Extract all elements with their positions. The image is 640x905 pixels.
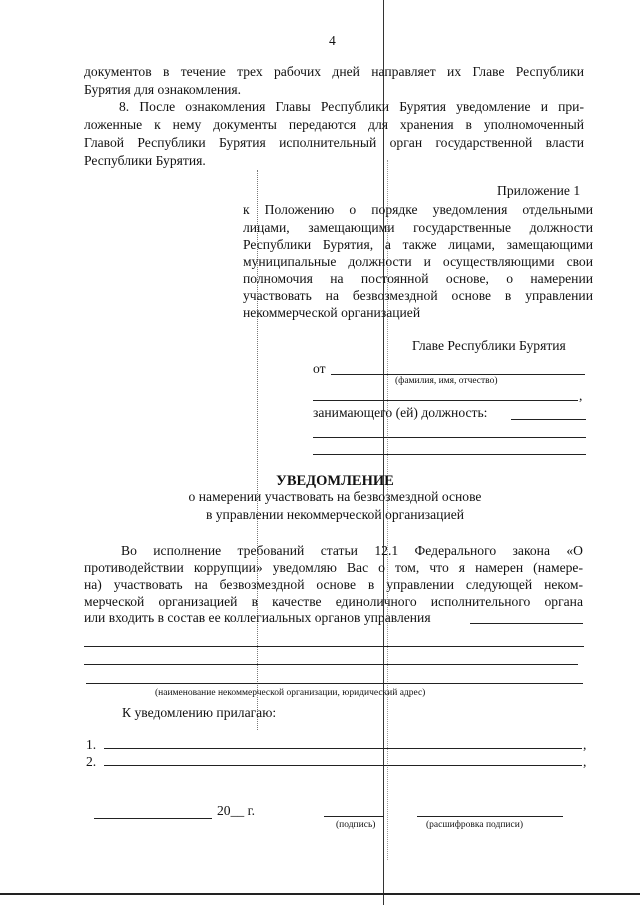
position-label: занимающего (ей) должность: <box>313 405 488 420</box>
body-line-5: или входить в состав ее коллегиальных органов управления <box>84 610 431 625</box>
paragraph-8-line-2: ложенные к нему документы передаются для хранения в уполномоченный <box>84 117 584 132</box>
appendix-line-7: некоммерческой организацией <box>243 305 421 320</box>
position-field-line-3 <box>313 454 586 455</box>
org-field-line-3 <box>84 664 578 665</box>
fio-field-line-2 <box>313 400 578 401</box>
page-number: 4 <box>329 33 336 48</box>
body-line-4: мерческой организацией в качестве единоличного исполнительного органа <box>84 594 583 609</box>
position-field-line-2 <box>313 437 586 438</box>
appendix-title: Приложение 1 <box>497 183 581 198</box>
attach-item-1-comma: , <box>583 737 587 752</box>
attach-item-1-line <box>104 748 582 749</box>
body-line-3: на) участвовать на безвозмездной основе в управлении следующей неком- <box>84 577 583 592</box>
org-field-line-2 <box>84 646 584 647</box>
appendix-line-5: полномочия на постоянной основе, о намерении <box>243 271 593 286</box>
paragraph-8-line-3: Главой Республики Бурятия исполнительный орган государственной власти <box>84 135 584 150</box>
notice-subtitle-1: о намерении участвовать на безвозмездной основе <box>188 489 482 504</box>
appendix-line-1: к Положению о порядке уведомления отдельными <box>243 202 593 217</box>
signature-year: 20__ г. <box>217 803 256 818</box>
attach-item-2-comma: , <box>583 754 587 769</box>
notice-title: УВЕДОМЛЕНИЕ <box>276 473 394 489</box>
attach-item-2-number: 2. <box>86 754 97 769</box>
date-field-line <box>94 818 212 819</box>
position-field-line <box>511 419 586 420</box>
attach-label: К уведомлению прилагаю: <box>122 705 277 720</box>
org-field-line <box>470 623 583 624</box>
appendix-line-3: Республики Бурятия, а также лицами, замещающими <box>243 237 593 252</box>
org-hint: (наименование некоммерческой организации, юридический адрес) <box>155 688 426 698</box>
decode-hint: (расшифровка подписи) <box>426 820 523 830</box>
attach-item-1-number: 1. <box>86 737 97 752</box>
appendix-line-4: муниципальные должности и осуществляющими свои <box>243 254 593 269</box>
org-field-line-4 <box>86 683 583 684</box>
intro-line-2: Бурятия для ознакомления. <box>84 82 242 97</box>
paragraph-8-line-4: Республики Бурятия. <box>84 153 206 168</box>
notice-subtitle-2: в управлении некоммерческой организацией <box>205 507 465 522</box>
decode-field-line <box>417 816 563 817</box>
fio-comma: , <box>579 388 583 403</box>
fio-field-line <box>331 374 585 375</box>
from-label: от <box>313 361 326 376</box>
signature-field-line <box>324 816 384 817</box>
intro-line-1: документов в течение трех рабочих дней направляет их Главе Республики <box>84 64 584 79</box>
addressee-to: Главе Республики Бурятия <box>412 338 566 353</box>
body-line-2: противодействии коррупции» уведомляю Вас о том, что я намерен (намере- <box>84 560 583 575</box>
body-line-1: Во исполнение требований статьи 12.1 Федерального закона «О <box>121 543 583 558</box>
scan-bottom-edge <box>0 893 640 895</box>
appendix-line-6: участвовать на безвозмездной основе в управлении <box>243 288 593 303</box>
appendix-line-2: лицами, замещающими государственные должности <box>243 220 593 235</box>
paragraph-8-line-1: 8. После ознакомления Главы Республики Бурятия уведомление и при- <box>119 99 584 114</box>
signature-hint: (подпись) <box>336 820 376 830</box>
attach-item-2-line <box>104 765 582 766</box>
fio-hint: (фамилия, имя, отчество) <box>395 376 498 386</box>
